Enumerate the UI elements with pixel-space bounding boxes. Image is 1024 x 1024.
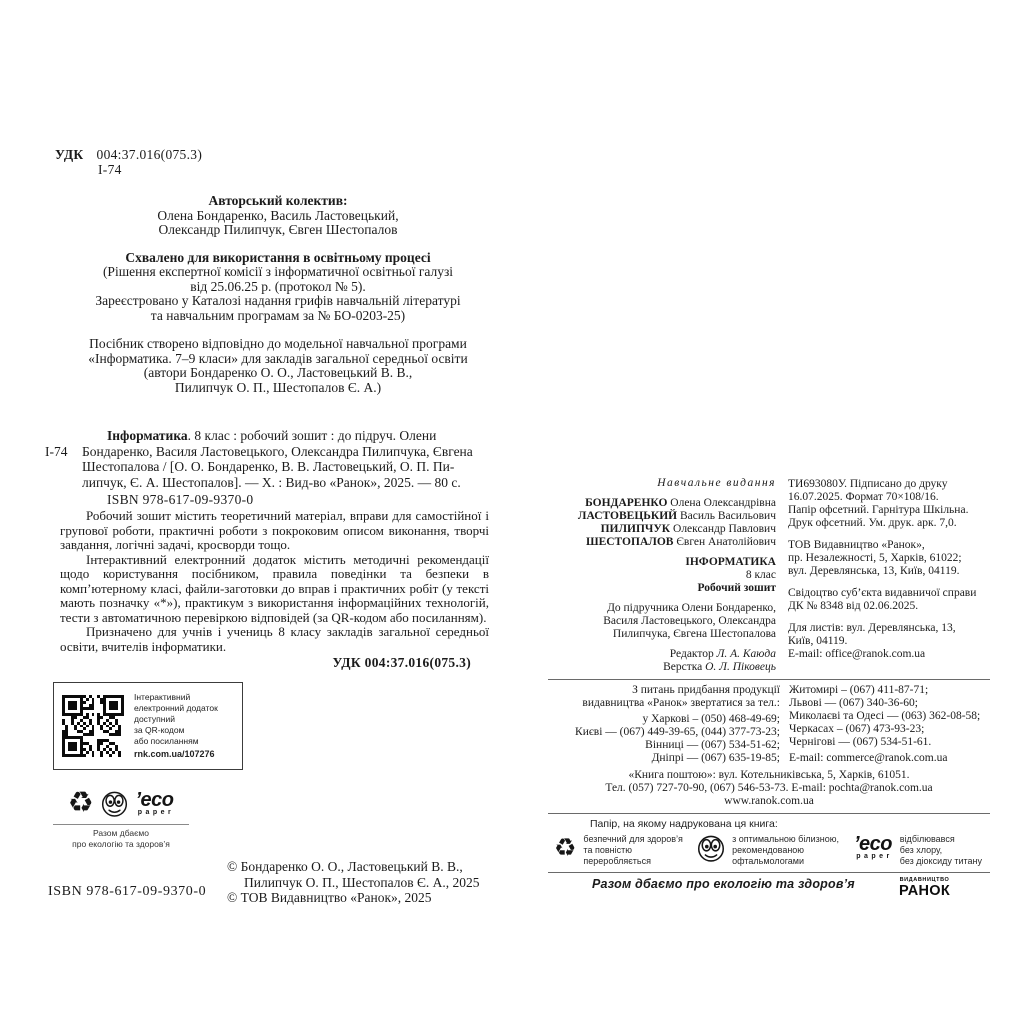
- imprint-columns: [548, 477, 990, 674]
- author-name: Олена Олександрівна: [670, 497, 776, 509]
- author-surname: БОНДАРЕНКО: [585, 497, 668, 509]
- layout-label: Верстка: [663, 661, 703, 673]
- paper-item-line: та повністю: [583, 845, 632, 855]
- book-by-mail-line: «Книга поштою»: вул. Котельниківська, 5, Харків, 61051.: [628, 769, 910, 781]
- sales-cities-left: [548, 713, 780, 765]
- approval-line: від 25.06.25 р. (протокол № 5).: [190, 278, 366, 294]
- sales-phone-line: Миколаєві та Одесі — (063) 362-08-58;: [789, 710, 981, 722]
- paper-item-line: офтальмологами: [732, 856, 805, 866]
- author-row: [548, 510, 776, 523]
- recycle-icon: ♻: [554, 835, 577, 862]
- author-surname: ШЕСТОПАЛОВ: [585, 536, 674, 548]
- paper-item-line: переробляється: [583, 856, 651, 866]
- print-info-line: Папір офсетний. Гарнітура Шкільна.: [788, 504, 969, 516]
- author-name: Василь Васильович: [679, 510, 776, 522]
- qr-caption: [134, 692, 218, 760]
- sales-contacts-block: [548, 684, 990, 765]
- letters-line: Для листів: вул. Деревлянська, 13,: [788, 622, 956, 634]
- eco-divider: [53, 824, 189, 825]
- paper-info-item: [853, 834, 982, 867]
- eco-icons-row: [45, 787, 197, 819]
- annotation-paragraph: Робочий зошит містить теоретичний матеріал, вправи для самостійної і групової роботи, практичні роботи з покроковим описом виконання, творчі завдання, логічні задачі, кросворди тощо.: [60, 508, 489, 552]
- interactive-app-qr-box: [53, 682, 243, 770]
- approval-line: Зареєстровано у Каталозі надання грифів навчальній літературі: [95, 293, 461, 308]
- certificate-block: [788, 587, 990, 613]
- authors-list: [548, 497, 776, 549]
- eco-slogan: [45, 828, 197, 849]
- sales-intro-line: видавництва «Ранок» звертатися за тел.:: [582, 697, 780, 709]
- sales-phone-line: Києві — (067) 449-39-65, (044) 377-73-23;: [575, 726, 780, 738]
- editor-name: Л. А. Каюда: [716, 648, 776, 660]
- print-info-block: [788, 478, 990, 530]
- sales-phone-line: Вінниці — (067) 534-51-62;: [645, 739, 780, 751]
- sales-phone-line: Житомирі – (067) 411-87-71;: [789, 684, 929, 696]
- copyright-block: [227, 859, 480, 906]
- paper-item-text: [583, 834, 683, 867]
- letters-line: Київ, 04119.: [788, 635, 848, 647]
- recycle-icon: ♻: [67, 787, 94, 819]
- bib-line: Шестопалова / [О. О. Бондаренко, В. В. Ластовецький, О. П. Пи-: [82, 459, 455, 474]
- author-row: [548, 523, 776, 536]
- publisher-line: вул. Деревлянська, 13, Київ, 04119.: [788, 565, 960, 577]
- qr-caption-line: доступний: [134, 714, 175, 724]
- eco-paper-logo-sub: paper: [137, 809, 175, 816]
- sales-intro-line: З питань придбання продукції: [632, 684, 780, 696]
- paper-info-footer: [548, 877, 990, 898]
- author-collective-line: Олена Бондаренко, Василь Ластовецький,: [157, 207, 399, 223]
- eco-paper-logo: [135, 790, 175, 816]
- qr-link: rnk.com.ua/107276: [134, 749, 215, 759]
- letters-block: [788, 622, 990, 661]
- bib-line: [82, 428, 507, 444]
- paper-item-line: без діоксиду титану: [899, 856, 982, 866]
- annotation-paragraph: Призначено для учнів і учениць 8 класу закладів загальної середньої освіти, вчителів інформатики.: [60, 624, 489, 654]
- to-textbook-line: Пилипчука, Євгена Шестопалова: [612, 628, 776, 640]
- publisher-block: [788, 539, 990, 578]
- udk-bottom: УДК 004:37.016(075.3): [332, 655, 471, 670]
- copyright-line: © Бондаренко О. О., Ластовецький В. В.,: [227, 859, 463, 874]
- layout-name: О. Л. Піковець: [705, 661, 776, 673]
- eco-paper-logo-word: ’eco: [135, 789, 174, 811]
- edition-type: Навчальне видання: [657, 477, 776, 489]
- to-textbook-line: До підручника Олени Бондаренко,: [607, 602, 776, 614]
- copyright-line: © ТОВ Видавництво «Ранок», 2025: [227, 890, 432, 905]
- program-line: Посібник створено відповідно до модельної навчальної програми: [89, 336, 467, 351]
- udk-value: 004:37.016(075.3): [96, 147, 203, 162]
- imprint-right-column: [788, 477, 990, 674]
- eco-paper-logo-word: ’eco: [853, 833, 893, 855]
- approval-line: та навчальним програмам за № БО-0203-25): [150, 307, 406, 323]
- index-code: І-74: [98, 162, 122, 177]
- publisher-website: www.ranok.com.ua: [724, 795, 814, 807]
- smiley-eyes-icon: [697, 834, 725, 862]
- approval-line: (Рішення експертної комісії з інформатичної освітньої галузі: [102, 264, 454, 279]
- to-textbook-block: [548, 602, 776, 641]
- paper-item-text: [732, 834, 839, 867]
- eco-slogan-line: про екологію та здоров’я: [72, 838, 170, 849]
- eco-logos-block: [45, 787, 197, 849]
- book-grade: 8 клас: [745, 569, 776, 581]
- qr-caption-line: за QR-кодом: [134, 725, 185, 735]
- layout-row: [548, 661, 776, 674]
- paper-info-item: [697, 834, 839, 867]
- imprint-page-left: [45, 147, 511, 927]
- credits-block: [548, 648, 776, 674]
- isbn-catalog: ISBN 978-617-09-9370-0: [107, 492, 254, 507]
- bib-index-code: І-74: [45, 444, 68, 459]
- editor-label: Редактор: [669, 648, 714, 660]
- eco-slogan-bold: Разом дбаємо про екологію та здоров’я: [592, 877, 855, 891]
- udk-line: [55, 147, 511, 162]
- section-divider: [548, 813, 990, 814]
- annotation-block: [45, 509, 511, 654]
- bib-title: Інформатика: [107, 428, 188, 443]
- smiley-eyes-icon: [101, 790, 128, 817]
- bibliographic-entry: [45, 428, 511, 490]
- approval-block: [45, 251, 511, 324]
- author-surname: ЛАСТОВЕЦЬКИЙ: [577, 510, 678, 522]
- imprint-left-column: [548, 477, 776, 674]
- certificate-line: ДК № 8348 від 02.06.2025.: [788, 600, 919, 612]
- sales-phone-line: Львові — (067) 340-36-60;: [789, 697, 918, 709]
- bib-line: Бондаренко, Василя Ластовецького, Олександра Пилипчука, Євгена: [82, 443, 473, 459]
- paper-item-line: без хлору,: [899, 845, 943, 855]
- sales-left-column: [548, 684, 780, 765]
- udk-classification: [55, 147, 511, 177]
- sales-right-column: [789, 684, 990, 765]
- section-divider: [548, 872, 990, 873]
- print-info-line: 16.07.2025. Формат 70×108/16.: [788, 491, 939, 503]
- paper-info-item: [554, 834, 683, 867]
- author-row: [548, 536, 776, 549]
- ranok-logo-top: ВИДАВНИЦТВО: [899, 877, 950, 883]
- udk-label: УДК: [55, 147, 84, 162]
- publisher-line: ТОВ Видавництво «Ранок»,: [788, 539, 925, 551]
- program-line: Пилипчук О. П., Шестопалов Є. А.): [174, 379, 382, 395]
- imprint-page-right: [548, 477, 990, 898]
- paper-item-line: відбілювався: [899, 834, 955, 844]
- book-by-mail-line: Тел. (057) 727-70-90, (067) 546-53-73. E-mail: pochta@ranok.com.ua: [605, 782, 933, 794]
- book-subtitle: Робочий зошит: [697, 582, 776, 594]
- qr-caption-line: або посиланням: [134, 736, 199, 746]
- program-line: «Інформатика. 7–9 класи» для закладів загальної середньої освіти: [88, 350, 468, 366]
- qr-caption-line: Інтерактивний: [134, 692, 191, 702]
- section-divider: [548, 679, 990, 680]
- author-name: Євген Анатолійович: [676, 536, 776, 548]
- paper-info-title: Папір, на якому надрукована ця книга:: [590, 818, 778, 830]
- eco-paper-logo: [853, 834, 893, 860]
- annotation-paragraph: Інтерактивний електронний додаток містить методичні рекомендації щодо користування посібником, правила поведінки та безпеки в комп’ютерному класі, файли-заготовки до вправ і практичних робіт (у тексті мають позначку «*»), практикум з використання інформаційних технологій, тести з автоматичною перевіркою відповідей (за QR-кодом або посиланням).: [60, 551, 489, 625]
- sales-phone-line: у Харкові – (050) 468-49-69;: [642, 713, 780, 725]
- paper-item-text: [900, 834, 982, 867]
- certificate-line: Свідоцтво суб’єкта видавничої справи: [788, 587, 977, 599]
- ranok-logo-main: РАНОК: [899, 882, 950, 899]
- qr-caption-line: електронний додаток: [134, 703, 218, 713]
- paper-info-items: [548, 834, 990, 867]
- copyright-line: Пилипчук О. П., Шестопалов Є. А., 2025: [244, 874, 480, 890]
- paper-item-line: рекомендованою: [732, 845, 805, 855]
- program-line: (автори Бондаренко О. О., Ластовецький В. В.,: [143, 365, 413, 380]
- letters-line: E-mail: office@ranok.com.ua: [788, 648, 926, 660]
- sales-phone-line: Чернігові — (067) 534-51-61.: [789, 736, 932, 748]
- qr-code: [62, 695, 124, 757]
- author-surname: ПИЛИПЧУК: [600, 523, 671, 535]
- bib-line-rest: . 8 клас : робочий зошит : до підруч. Олени: [187, 428, 437, 443]
- approval-heading: Схвалено для використання в освітньому процесі: [125, 249, 431, 265]
- ranok-publisher-logo: [899, 878, 950, 898]
- eco-slogan-line: Разом дбаємо: [92, 828, 150, 838]
- author-collective-heading: Авторський колектив:: [208, 193, 348, 208]
- publisher-line: пр. Незалежності, 5, Харків, 61022;: [788, 552, 962, 564]
- sales-email: E-mail: commerce@ranok.com.ua: [789, 752, 948, 764]
- author-collective-block: [45, 194, 511, 238]
- sales-phone-line: Дніпрі — (067) 635-19-85;: [651, 752, 780, 764]
- isbn-bottom: ISBN 978-617-09-9370-0: [48, 884, 207, 899]
- eco-paper-logo-sub: paper: [856, 853, 893, 860]
- book-by-mail-block: [548, 769, 990, 808]
- left-page-footer: [45, 857, 511, 927]
- book-title: ІНФОРМАТИКА: [685, 556, 776, 568]
- paper-item-line: безпечний для здоров’я: [583, 834, 683, 844]
- paper-info-box: [548, 818, 990, 898]
- model-program-block: [45, 337, 511, 395]
- print-info-line: Друк офсетний. Ум. друк. арк. 7,0.: [788, 517, 957, 529]
- to-textbook-line: Василя Ластовецького, Олександра: [603, 615, 776, 627]
- author-collective-line: Олександр Пилипчук, Євген Шестопалов: [158, 222, 398, 237]
- sales-phone-line: Черкасах – (067) 473-93-23;: [789, 723, 925, 735]
- author-row: [548, 497, 776, 510]
- editor-row: [548, 648, 776, 661]
- author-name: Олександр Павлович: [673, 523, 776, 535]
- print-info-line: ТИ693080У. Підписано до друку: [788, 478, 948, 490]
- bib-line: липчук, Є. А. Шестопалов]. — Х. : Вид-во «Ранок», 2025. — 80 с.: [82, 474, 461, 490]
- paper-item-line: з оптимальною білизною,: [732, 834, 839, 844]
